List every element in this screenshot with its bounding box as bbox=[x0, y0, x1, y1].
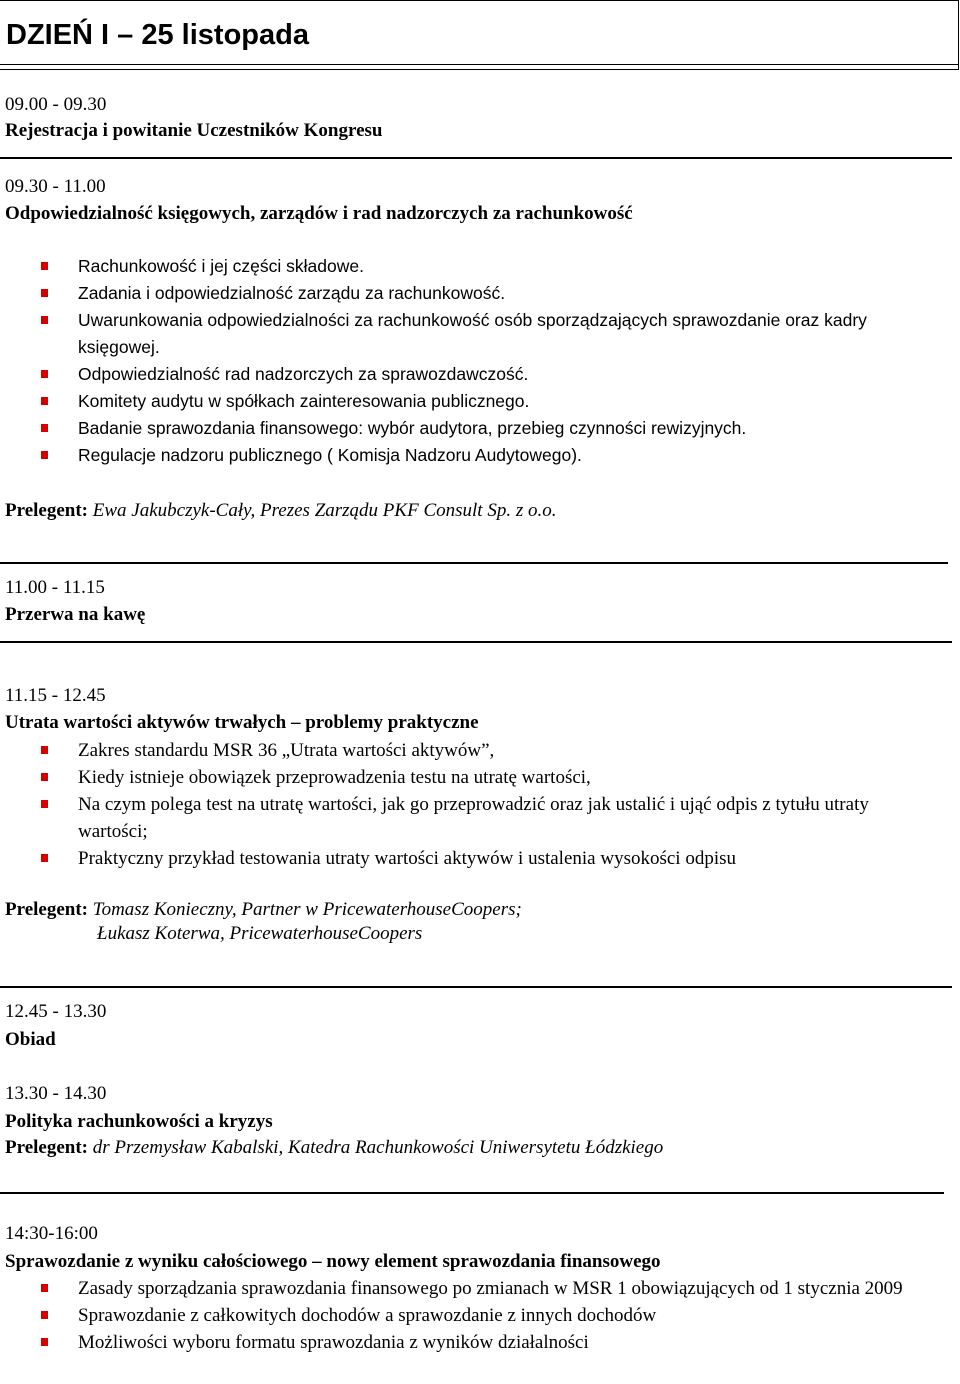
session-title: Sprawozdanie z wyniku całościowego – nowy element sprawozdania finansowego bbox=[5, 1251, 661, 1272]
topic-list bbox=[0, 1275, 940, 1356]
title-box bbox=[0, 0, 959, 70]
list-item: Badanie sprawozdania finansowego: wybór audytora, przebieg czynności rewizyjnych. bbox=[0, 415, 940, 442]
list-item: Zakres standardu MSR 36 „Utrata wartości aktywów”, bbox=[0, 737, 940, 764]
list-item: Zadania i odpowiedzialność zarządu za rachunkowość. bbox=[0, 280, 940, 307]
bullet-icon bbox=[41, 262, 48, 270]
speaker-line bbox=[5, 1137, 663, 1159]
bullet-icon bbox=[41, 1311, 48, 1319]
session-title: Rejestracja i powitanie Uczestników Kongresu bbox=[5, 120, 383, 141]
list-item: Możliwości wyboru formatu sprawozdania z wyników działalności bbox=[0, 1329, 940, 1356]
speaker-line bbox=[5, 899, 522, 921]
session-time: 14:30-16:00 bbox=[5, 1223, 98, 1244]
session-time: 11.00 - 11.15 bbox=[5, 577, 105, 598]
speaker-label: Prelegent: bbox=[5, 500, 88, 521]
divider bbox=[0, 986, 952, 988]
bullet-icon bbox=[41, 370, 48, 378]
list-item: Odpowiedzialność rad nadzorczych za sprawozdawczość. bbox=[0, 361, 940, 388]
topic-list bbox=[0, 737, 940, 872]
bullet-icon bbox=[41, 1284, 48, 1292]
session-title: Polityka rachunkowości a kryzys bbox=[5, 1111, 273, 1132]
bullet-icon bbox=[41, 424, 48, 432]
speaker-name: Tomasz Konieczny, Partner w PricewaterhouseCoopers; bbox=[92, 899, 522, 920]
bullet-icon bbox=[41, 451, 48, 459]
list-item: Regulacje nadzoru publicznego ( Komisja Nadzoru Audytowego). bbox=[0, 442, 940, 469]
session-title: Obiad bbox=[5, 1029, 56, 1050]
session-time: 11.15 - 12.45 bbox=[5, 685, 106, 706]
divider bbox=[0, 562, 948, 564]
day-title: DZIEŃ I – 25 listopada bbox=[6, 19, 309, 51]
speaker-line bbox=[5, 500, 556, 522]
session-time: 12.45 - 13.30 bbox=[5, 1001, 107, 1022]
speaker-name: Ewa Jakubczyk-Cały, Prezes Zarządu PKF Consult Sp. z o.o. bbox=[92, 500, 557, 521]
list-item: Sprawozdanie z całkowitych dochodów a sprawozdanie z innych dochodów bbox=[0, 1302, 940, 1329]
bullet-icon bbox=[41, 397, 48, 405]
list-item: Zasady sporządzania sprawozdania finansowego po zmianach w MSR 1 obowiązujących od 1 stycznia 2009 bbox=[0, 1275, 940, 1302]
speaker-name-2: Łukasz Koterwa, PricewaterhouseCoopers bbox=[97, 923, 423, 944]
divider bbox=[0, 641, 952, 643]
bullet-icon bbox=[41, 289, 48, 297]
bullet-icon bbox=[41, 800, 48, 808]
speaker-label: Prelegent: bbox=[5, 1137, 88, 1158]
bullet-icon bbox=[41, 773, 48, 781]
list-item: Na czym polega test na utratę wartości, jak go przeprowadzić oraz jak ustalić i ująć odpis z tytułu utraty wartości; bbox=[0, 791, 940, 845]
divider bbox=[0, 1192, 944, 1194]
session-time: 09.30 - 11.00 bbox=[5, 176, 106, 197]
list-item: Rachunkowość i jej części składowe. bbox=[0, 253, 940, 280]
session-title: Odpowiedzialność księgowych, zarządów i rad nadzorczych za rachunkowość bbox=[5, 203, 633, 224]
speaker-name: dr Przemysław Kabalski, Katedra Rachunkowości Uniwersytetu Łódzkiego bbox=[92, 1137, 664, 1158]
session-title: Przerwa na kawę bbox=[5, 604, 146, 625]
divider bbox=[0, 157, 952, 159]
session-title: Utrata wartości aktywów trwałych – problemy praktyczne bbox=[5, 712, 479, 733]
topic-list bbox=[0, 253, 940, 469]
list-item: Kiedy istnieje obowiązek przeprowadzenia testu na utratę wartości, bbox=[0, 764, 940, 791]
session-time: 09.00 - 09.30 bbox=[5, 94, 107, 115]
list-item: Praktyczny przykład testowania utraty wartości aktywów i ustalenia wysokości odpisu bbox=[0, 845, 940, 872]
speaker-label: Prelegent: bbox=[5, 899, 88, 920]
bullet-icon bbox=[41, 1338, 48, 1346]
bullet-icon bbox=[41, 316, 48, 324]
bullet-icon bbox=[41, 746, 48, 754]
list-item: Uwarunkowania odpowiedzialności za rachunkowość osób sporządzających sprawozdanie oraz kadry księgowej. bbox=[0, 307, 940, 361]
session-time: 13.30 - 14.30 bbox=[5, 1083, 107, 1104]
list-item: Komitety audytu w spółkach zainteresowania publicznego. bbox=[0, 388, 940, 415]
bullet-icon bbox=[41, 854, 48, 862]
